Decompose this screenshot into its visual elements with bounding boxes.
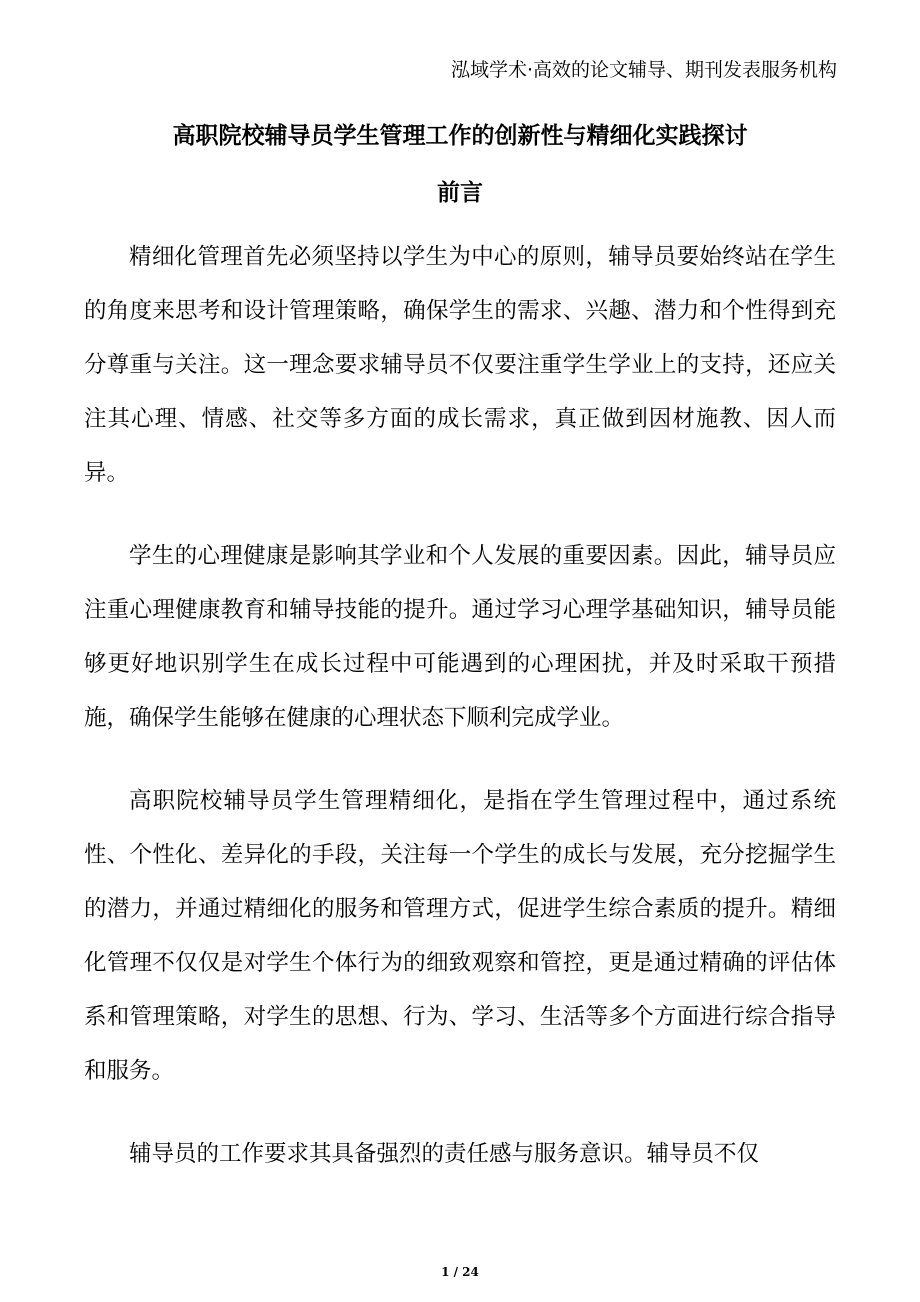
body-paragraph: 精细化管理首先必须坚持以学生为中心的原则，辅导员要始终站在学生的角度来思考和设计管理策略，确保学生的需求、兴趣、潜力和个性得到充分尊重与关注。这一理念要求辅导员不仅要注重学生学业上的支持，还应关注其心理、情感、社交等多方面的成长需求，真正做到因材施教、因人而异。 <box>84 244 836 486</box>
body-paragraph: 高职院校辅导员学生管理精细化，是指在学生管理过程中，通过系统性、个性化、差异化的手段，关注每一个学生的成长与发展，充分挖掘学生的潜力，并通过精细化的服务和管理方式，促进学生综合素质的提升。精细化管理不仅仅是对学生个体行为的细致观察和管控，更是通过精确的评估体系和管理策略，对学生的思想、行为、学习、生活等多个方面进行综合指导和服务。 <box>84 788 836 1084</box>
section-heading: 前言 <box>437 180 483 206</box>
body-paragraph: 学生的心理健康是影响其学业和个人发展的重要因素。因此，辅导员应注重心理健康教育和辅导技能的提升。通过学习心理学基础知识，辅导员能够更好地识别学生在成长过程中可能遇到的心理困扰，并及时采取干预措施，确保学生能够在健康的心理状态下顺利完成学业。 <box>84 543 836 731</box>
body-paragraph: 辅导员的工作要求其具备强烈的责任感与服务意识。辅导员不仅 <box>129 1141 760 1167</box>
page-number: 1 / 24 <box>441 1265 479 1279</box>
page-header: 泓域学术·高效的论文辅导、期刊发表服务机构 <box>450 59 837 81</box>
document-title: 高职院校辅导员学生管理工作的创新性与精细化实践探讨 <box>172 123 748 149</box>
document-body <box>84 230 836 1210</box>
